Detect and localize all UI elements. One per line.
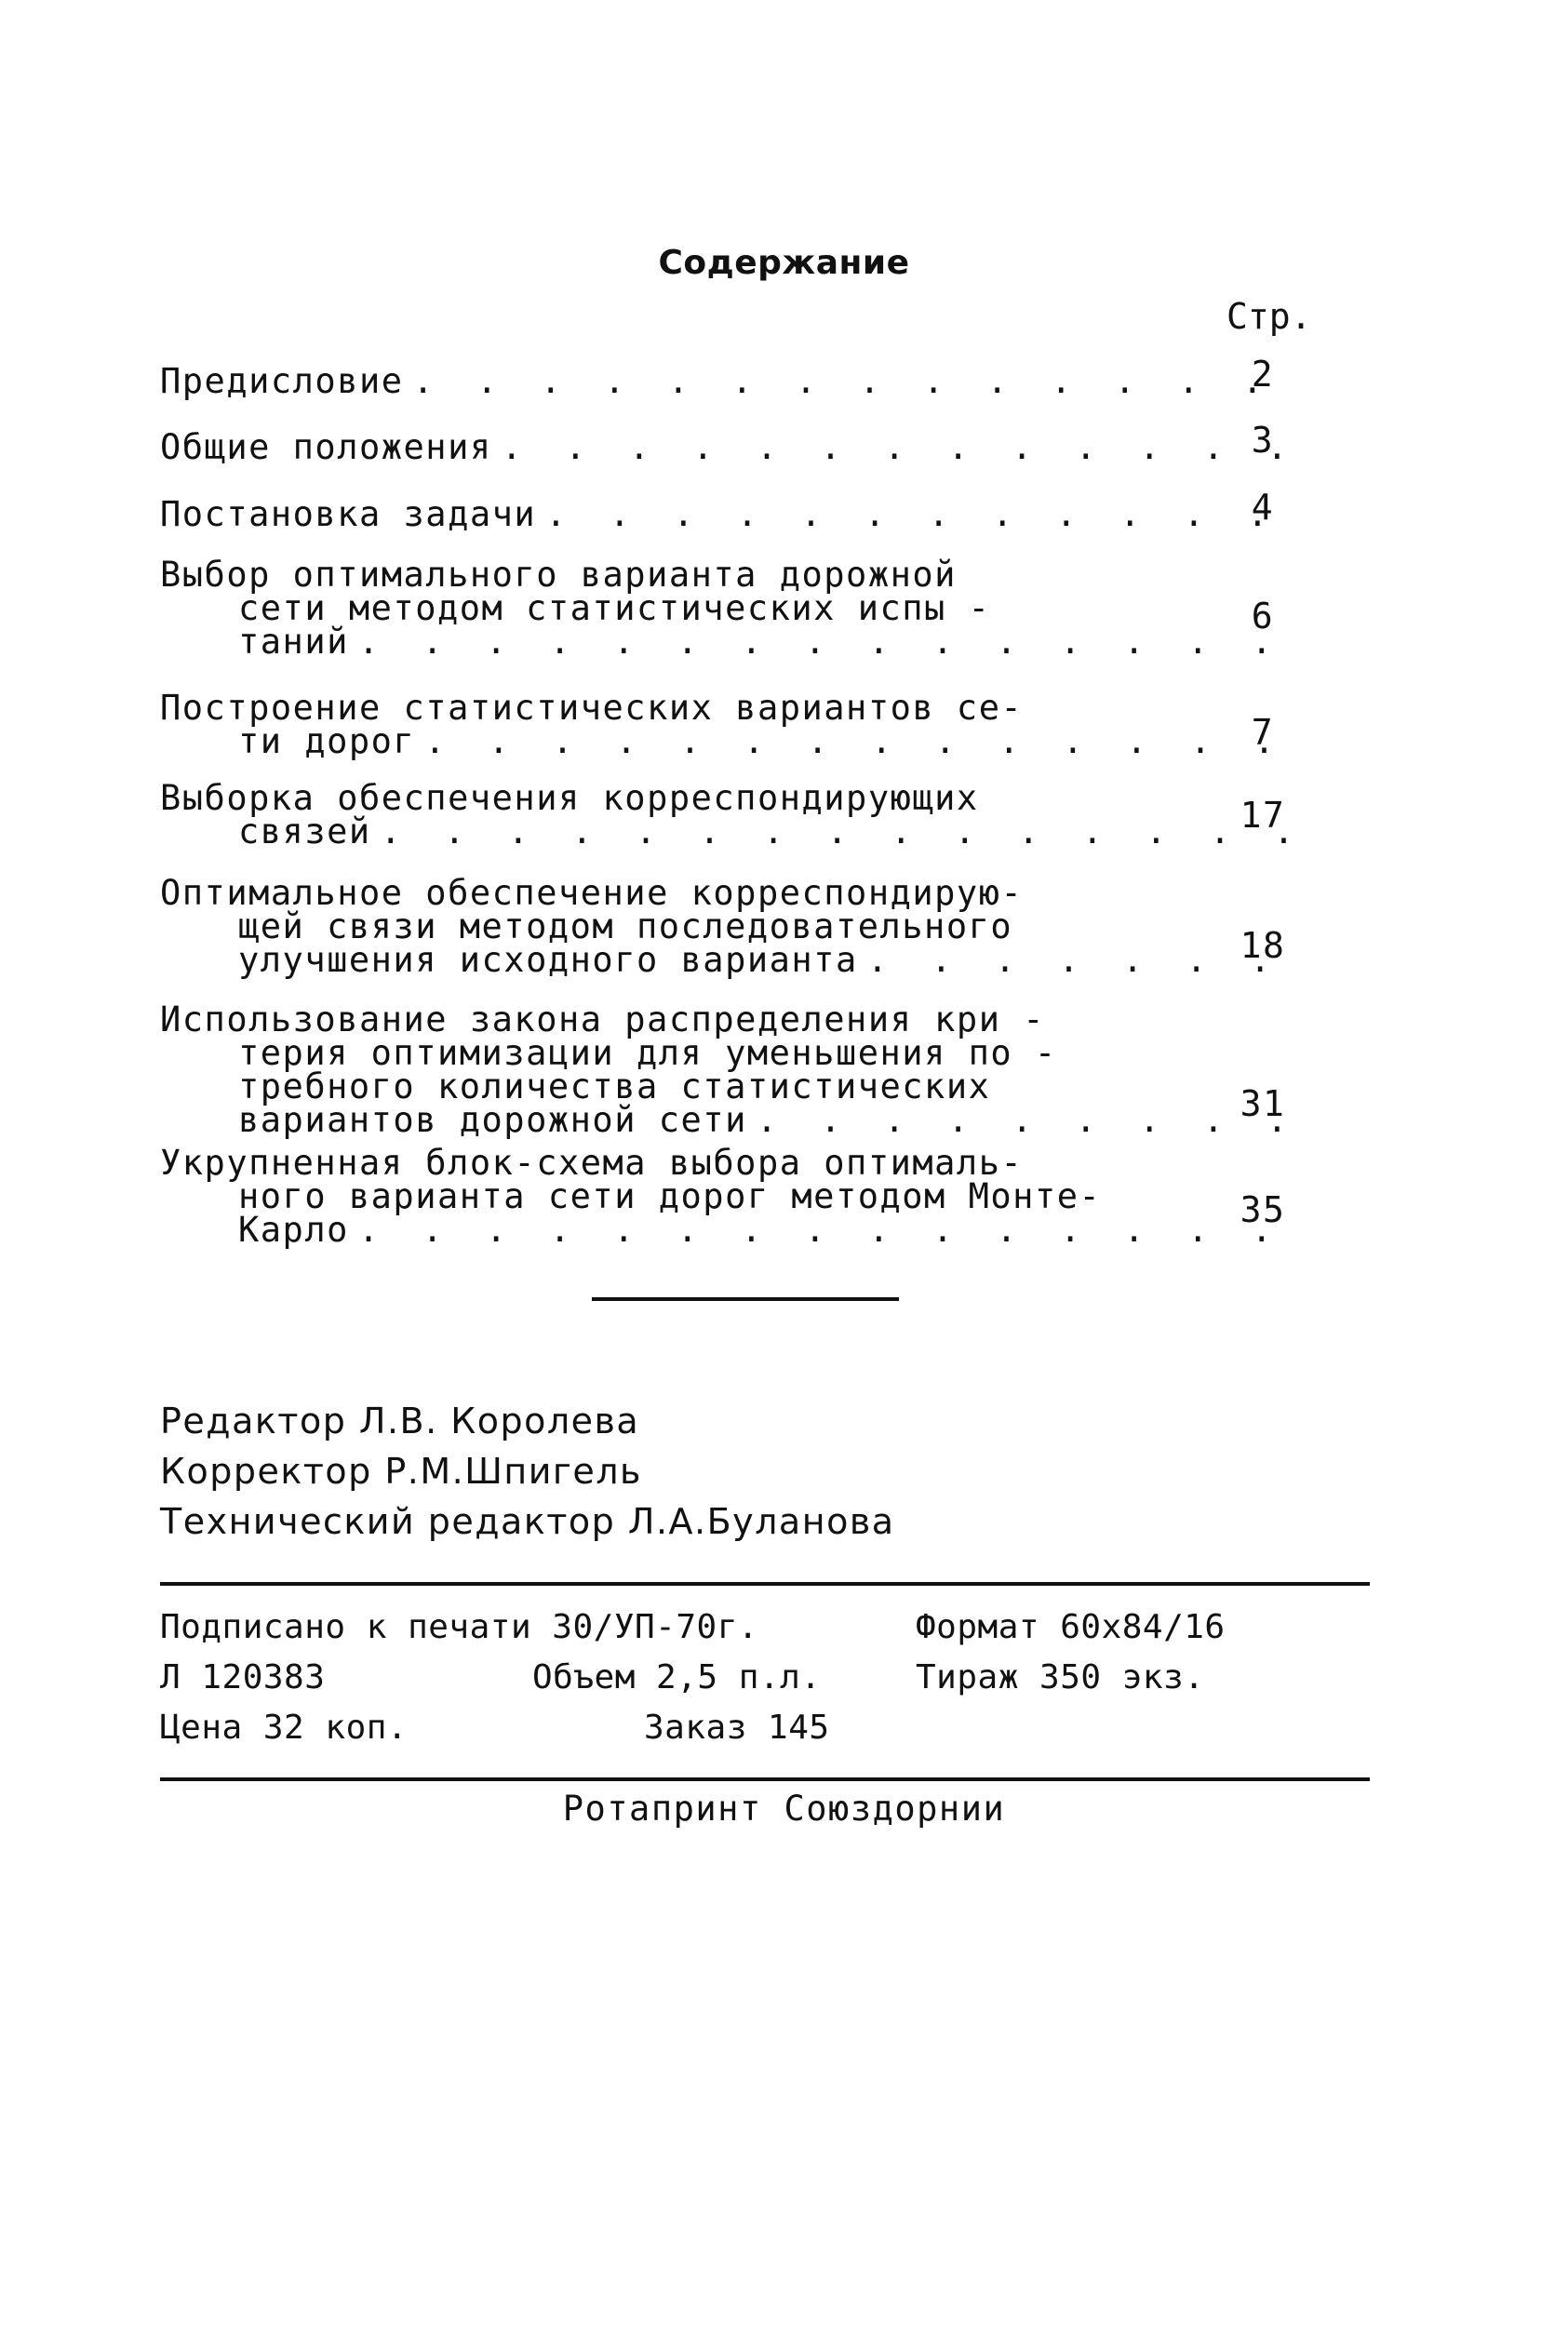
imprint-block xyxy=(160,1602,1370,1753)
print-run: Тираж 350 экз. xyxy=(916,1658,1205,1696)
toc-page-number: 35 xyxy=(1240,1189,1286,1230)
proofreader-line: Корректор Р.М.Шпигель xyxy=(160,1451,642,1492)
imprint-row xyxy=(160,1653,1370,1703)
toc-entry-text: ти дорог xyxy=(238,721,416,761)
toc-entry-optimal-provision xyxy=(160,873,1305,980)
toc-title: Содержание xyxy=(658,244,910,282)
toc-entry-line: Выборка обеспечения корреспондирующих xyxy=(160,778,979,818)
credits-block xyxy=(160,1396,895,1547)
toc-entry-line: Укрупненная блок-схема выбора оптималь- xyxy=(160,1143,1024,1183)
toc-entry-optimal-choice xyxy=(160,555,1305,662)
toc-page-number: 3 xyxy=(1251,420,1275,461)
toc-entry-text: Постановка задачи xyxy=(160,494,537,534)
toc-entry-text: улучшения исходного варианта xyxy=(238,940,858,980)
dot-leader xyxy=(757,1104,1292,1137)
signed-to-print: Подписано к печати 30/УП-70г. xyxy=(160,1608,759,1646)
tech-editor-line: Технический редактор Л.А.Буланова xyxy=(160,1501,895,1542)
imprint-bottom-rule xyxy=(160,1777,1370,1781)
section-divider xyxy=(592,1297,899,1301)
toc-entry-statistical-variants xyxy=(160,688,1305,761)
order-number: Заказ 145 xyxy=(644,1709,830,1747)
toc-entry-text: Карло xyxy=(238,1210,349,1250)
toc-entry-distribution-law xyxy=(160,999,1305,1140)
page-column-label: Стр. xyxy=(1226,296,1312,337)
toc-entry-line xyxy=(160,1210,1305,1250)
license-number: Л 120383 xyxy=(160,1658,326,1696)
toc-page-number: 6 xyxy=(1251,596,1275,637)
dot-leader xyxy=(358,625,1292,659)
toc-entry-line: Использование закона распределения кри - xyxy=(160,999,1046,1039)
toc-entry-problem xyxy=(160,487,1305,534)
toc-entry-line: Оптимальное обеспечение корреспондирую- xyxy=(160,873,1024,913)
editor-line: Редактор Л.В. Королева xyxy=(160,1401,640,1441)
toc-entry-general xyxy=(160,420,1305,467)
dot-leader xyxy=(358,1213,1292,1247)
toc-page-number: 7 xyxy=(1251,712,1275,753)
toc-page-number: 2 xyxy=(1251,354,1275,395)
toc-entry-sampling xyxy=(160,778,1305,851)
price: Цена 32 коп. xyxy=(160,1709,409,1747)
toc-entry-text: связей xyxy=(238,811,371,851)
dot-leader xyxy=(381,815,1292,849)
toc-entry-line: терия оптимизации для уменьшения по - xyxy=(238,1033,1057,1073)
toc-entry-line: ного варианта сети дорог методом Монте- xyxy=(238,1176,1102,1216)
toc-entry-text: Предисловие xyxy=(160,361,404,401)
dot-leader xyxy=(502,431,1292,464)
toc-entry-line xyxy=(160,721,1305,761)
dot-leader xyxy=(545,498,1292,531)
toc-entry-line: требного количества статистических xyxy=(238,1066,991,1106)
toc-entry-text: Общие положения xyxy=(160,427,492,467)
toc-page-number: 4 xyxy=(1251,487,1275,528)
toc-page-number: 17 xyxy=(1240,795,1286,836)
toc-entry-line: сети методом статистических испы - xyxy=(238,588,991,628)
imprint-row xyxy=(160,1602,1370,1653)
toc-entry-line xyxy=(160,811,1305,851)
toc-page-number: 18 xyxy=(1240,925,1286,966)
printer-name: Ротапринт Союздорнии xyxy=(562,1789,1006,1829)
toc-page-number: 31 xyxy=(1240,1083,1286,1124)
toc-entry-preface xyxy=(160,354,1305,401)
dot-leader xyxy=(413,365,1292,398)
toc-entry-block-diagram xyxy=(160,1143,1305,1250)
imprint-top-rule xyxy=(160,1582,1370,1586)
toc-entry-line: Выбор оптимального варианта дорожной xyxy=(160,555,957,595)
paper-format: Формат 60x84/16 xyxy=(916,1608,1226,1646)
toc-entry-line: щей связи методом последовательного xyxy=(238,906,1013,946)
toc-entry-line xyxy=(160,622,1305,662)
toc-entry-text: таний xyxy=(238,622,349,662)
toc-entry-text: вариантов дорожной сети xyxy=(238,1100,747,1140)
toc-entry-line xyxy=(160,361,1305,401)
toc-entry-line xyxy=(160,494,1305,534)
toc-entry-line xyxy=(160,427,1305,467)
toc-entry-line xyxy=(160,940,1305,980)
print-volume: Объем 2,5 п.л. xyxy=(532,1658,822,1696)
imprint-row xyxy=(160,1703,1370,1753)
toc-entry-line: Построение статистических вариантов се- xyxy=(160,688,1024,728)
dot-leader xyxy=(424,725,1292,758)
